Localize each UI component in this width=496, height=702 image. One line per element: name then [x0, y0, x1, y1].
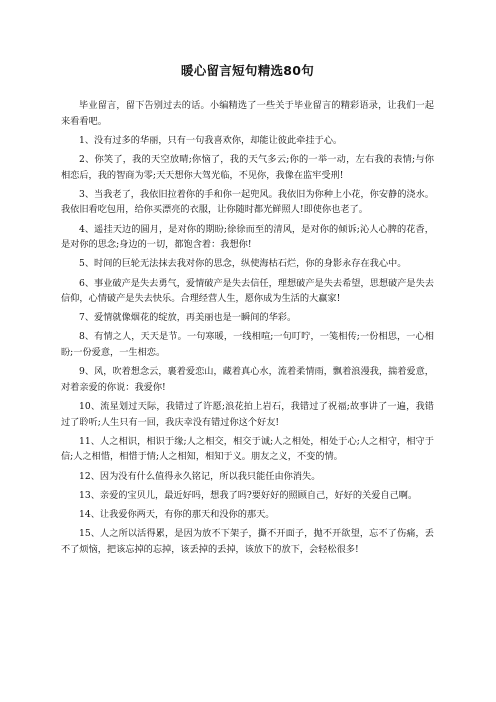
list-item: 13、亲爱的宝贝儿，最近好吗，想我了吗?要好好的照顾自己，好好的关爱自己啊。 [79, 489, 418, 501]
list-item: 7、爱情就像烟花的绽放，再美丽也是一瞬间的华彩。 [79, 312, 297, 324]
list-item: 11、人之相识，相识于缘;人之相交，相交于诚;人之相处，相处于心;人之相守，相守于信;人之相惜，相惜于情;人之相知，相知于义。朋友之义，不变的情。 [61, 435, 434, 463]
list-item: 2、你笑了，我的天空放晴;你恼了，我的天气多云;你的一举一动，左右我的表情;与你相恋后，我的智商为零;天天想你大驾光临，不见你，我像在监牢受刑! [61, 153, 434, 181]
list-item: 10、流星划过天际，我错过了许愿;浪花拍上岩石，我错过了祝福;故事讲了一遍，我错过了聆听;人生只有一回，我庆幸没有错过你这个好友! [61, 401, 434, 428]
list-item: 4、遥挂天边的圆月，是对你的期盼;徐徐而至的清风，是对你的倾诉;沁人心脾的花香，是对你的思念;身边的一切，都饱含着：我想你! [61, 223, 434, 251]
intro-paragraph: 毕业留言，留下告别过去的话。小编精选了一些关于毕业留言的精彩语录，让我们一起来看看吧。 [61, 100, 434, 127]
list-item: 1、没有过多的华丽，只有一句我喜欢你，却能让彼此牵挂于心。 [79, 134, 343, 146]
list-item: 5、时间的巨轮无法抹去我对你的思念，纵使海枯石烂，你的身影永存在我心中。 [79, 258, 407, 270]
list-item: 12、因为没有什么值得永久铭记，所以我只能任由你消失。 [79, 470, 321, 482]
list-item: 9、风，吹着想念云，裹着爱恋山，藏着真心水，流着柔情雨，飘着浪漫我，揣着爱意，对着亲爱的你说：我爱你! [61, 366, 434, 393]
list-item: 3、当我老了，我依旧拉着你的手和你一起兜风。我依旧为你种上小花，你安静的浇水。我依旧看吃包用，给你买漂亮的衣服，让你随时都光鲜照人!即使你也老了。 [61, 188, 434, 216]
list-item: 14、让我爱你两天，有你的那天和没你的那天。 [79, 508, 275, 520]
document-title: 暖心留言短句精选80句 [180, 63, 315, 78]
list-item: 6、事业破产是失去勇气，爱情破产是失去信任，理想破产是失去希望，思想破产是失去信仰，心情破产是失去快乐。合理经营人生，愿你成为生活的大赢家! [61, 277, 434, 305]
list-item: 8、有情之人，天天是节。一句寒暖，一线相喧;一句叮咛，一笺相传;一份相思，一心相盼;一份爱意，一生相恋。 [61, 331, 434, 359]
list-item: 15、人之所以活得累，是因为放不下架子，撕不开面子，抛不开欲望，忘不了伤痛，丢不了烦恼，把该忘掉的忘掉，该丢掉的丢掉，该放下的放下，会轻松很多! [61, 528, 434, 555]
